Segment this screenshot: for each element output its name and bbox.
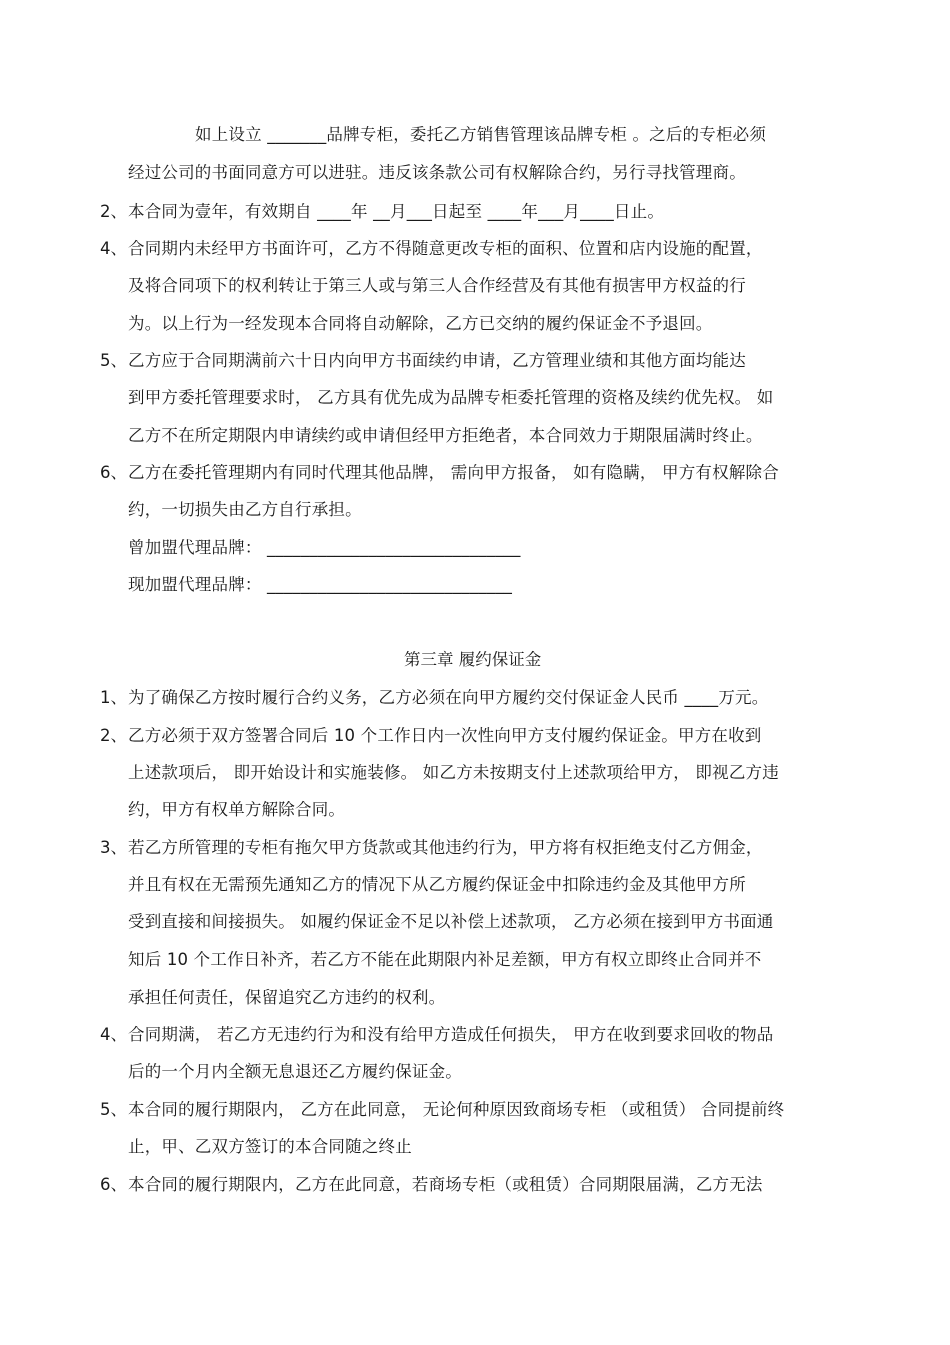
clause-number: 5、	[100, 351, 127, 370]
clause-number: 6、	[100, 1175, 127, 1194]
clause-number: 1、	[100, 688, 127, 707]
paragraph-line: 及将合同项下的权利转让于第三人或与第三人合作经营及有其他有损害甲方权益的行	[128, 276, 746, 295]
clause-number: 5、	[100, 1100, 127, 1119]
paragraph-line: 乙方在委托管理期内有同时代理其他品牌， 需向甲方报备， 如有隐瞒， 甲方有权解除合	[128, 463, 779, 482]
paragraph-line: 经过公司的书面同意方可以进驻。违反该条款公司有权解除合约，另行寻找管理商。	[128, 163, 746, 182]
clause-number: 6、	[100, 463, 127, 482]
paragraph-line: 止，甲、乙双方签订的本合同随之终止	[128, 1137, 412, 1156]
paragraph-line: 上述款项后， 即开始设计和实施装修。 如乙方未按期支付上述款项给甲方， 即视乙方违	[128, 763, 779, 782]
brand-field-line: 曾加盟代理品牌： ______________________________	[128, 538, 521, 557]
clause-number: 3、	[100, 838, 127, 857]
paragraph-line: 乙方必须于双方签署合同后 10 个工作日内一次性向甲方支付履约保证金。甲方在收到	[128, 726, 762, 745]
paragraph-line: 承担任何责任，保留追究乙方违约的权利。	[128, 988, 446, 1007]
paragraph-line: 为。以上行为一经发现本合同将自动解除，乙方已交纳的履约保证金不予退回。	[128, 314, 713, 333]
paragraph-line: 知后 10 个工作日补齐，若乙方不能在此期限内补足差额，甲方有权立即终止合同并不	[128, 950, 762, 969]
paragraph-line: 如上设立 _______品牌专柜，委托乙方销售管理该品牌专柜 。之后的专柜必须	[195, 125, 767, 144]
paragraph-line: 后的一个月内全额无息退还乙方履约保证金。	[128, 1062, 462, 1081]
clause-number: 4、	[100, 239, 127, 258]
paragraph-line: 到甲方委托管理要求时， 乙方具有优先成为品牌专柜委托管理的资格及续约优先权。 如	[128, 388, 774, 407]
paragraph-line: 受到直接和间接损失。 如履约保证金不足以补偿上述款项， 乙方必须在接到甲方书面通	[128, 912, 774, 931]
paragraph-line: 乙方不在所定期限内申请续约或申请但经甲方拒绝者，本合同效力于期限届满时终止。	[128, 426, 763, 445]
brand-field-line: 现加盟代理品牌： _____________________________	[128, 575, 513, 594]
clause-number: 2、	[100, 202, 127, 221]
paragraph-line: 约，一切损失由乙方自行承担。	[128, 500, 362, 519]
paragraph-line: 本合同的履行期限内，乙方在此同意，若商场专柜（或租赁）合同期限届满，乙方无法	[128, 1175, 763, 1194]
paragraph-line: 并且有权在无需预先通知乙方的情况下从乙方履约保证金中扣除违约金及其他甲方所	[128, 875, 746, 894]
paragraph-line: 若乙方所管理的专柜有拖欠甲方货款或其他违约行为，甲方将有权拒绝支付乙方佣金，	[128, 838, 763, 857]
clause-number: 4、	[100, 1025, 127, 1044]
paragraph-line: 约，甲方有权单方解除合同。	[128, 800, 346, 819]
paragraph-line: 本合同为壹年，有效期自 ____年 __月___日起至 ____年___月____日止。	[128, 202, 665, 221]
paragraph-line: 本合同的履行期限内， 乙方在此同意， 无论何种原因致商场专柜 （或租赁） 合同提前终	[128, 1100, 785, 1119]
paragraph-line: 合同期内未经甲方书面许可，乙方不得随意更改专柜的面积、位置和店内设施的配置，	[128, 239, 763, 258]
chapter-title: 第三章 履约保证金	[404, 650, 542, 669]
paragraph-line: 合同期满， 若乙方无违约行为和没有给甲方造成任何损失， 甲方在收到要求回收的物品	[128, 1025, 774, 1044]
clause-number: 2、	[100, 726, 127, 745]
paragraph-line: 乙方应于合同期满前六十日内向甲方书面续约申请，乙方管理业绩和其他方面均能达	[128, 351, 746, 370]
paragraph-line: 为了确保乙方按时履行合约义务，乙方必须在向甲方履约交付保证金人民币 ____万元。	[128, 688, 769, 707]
